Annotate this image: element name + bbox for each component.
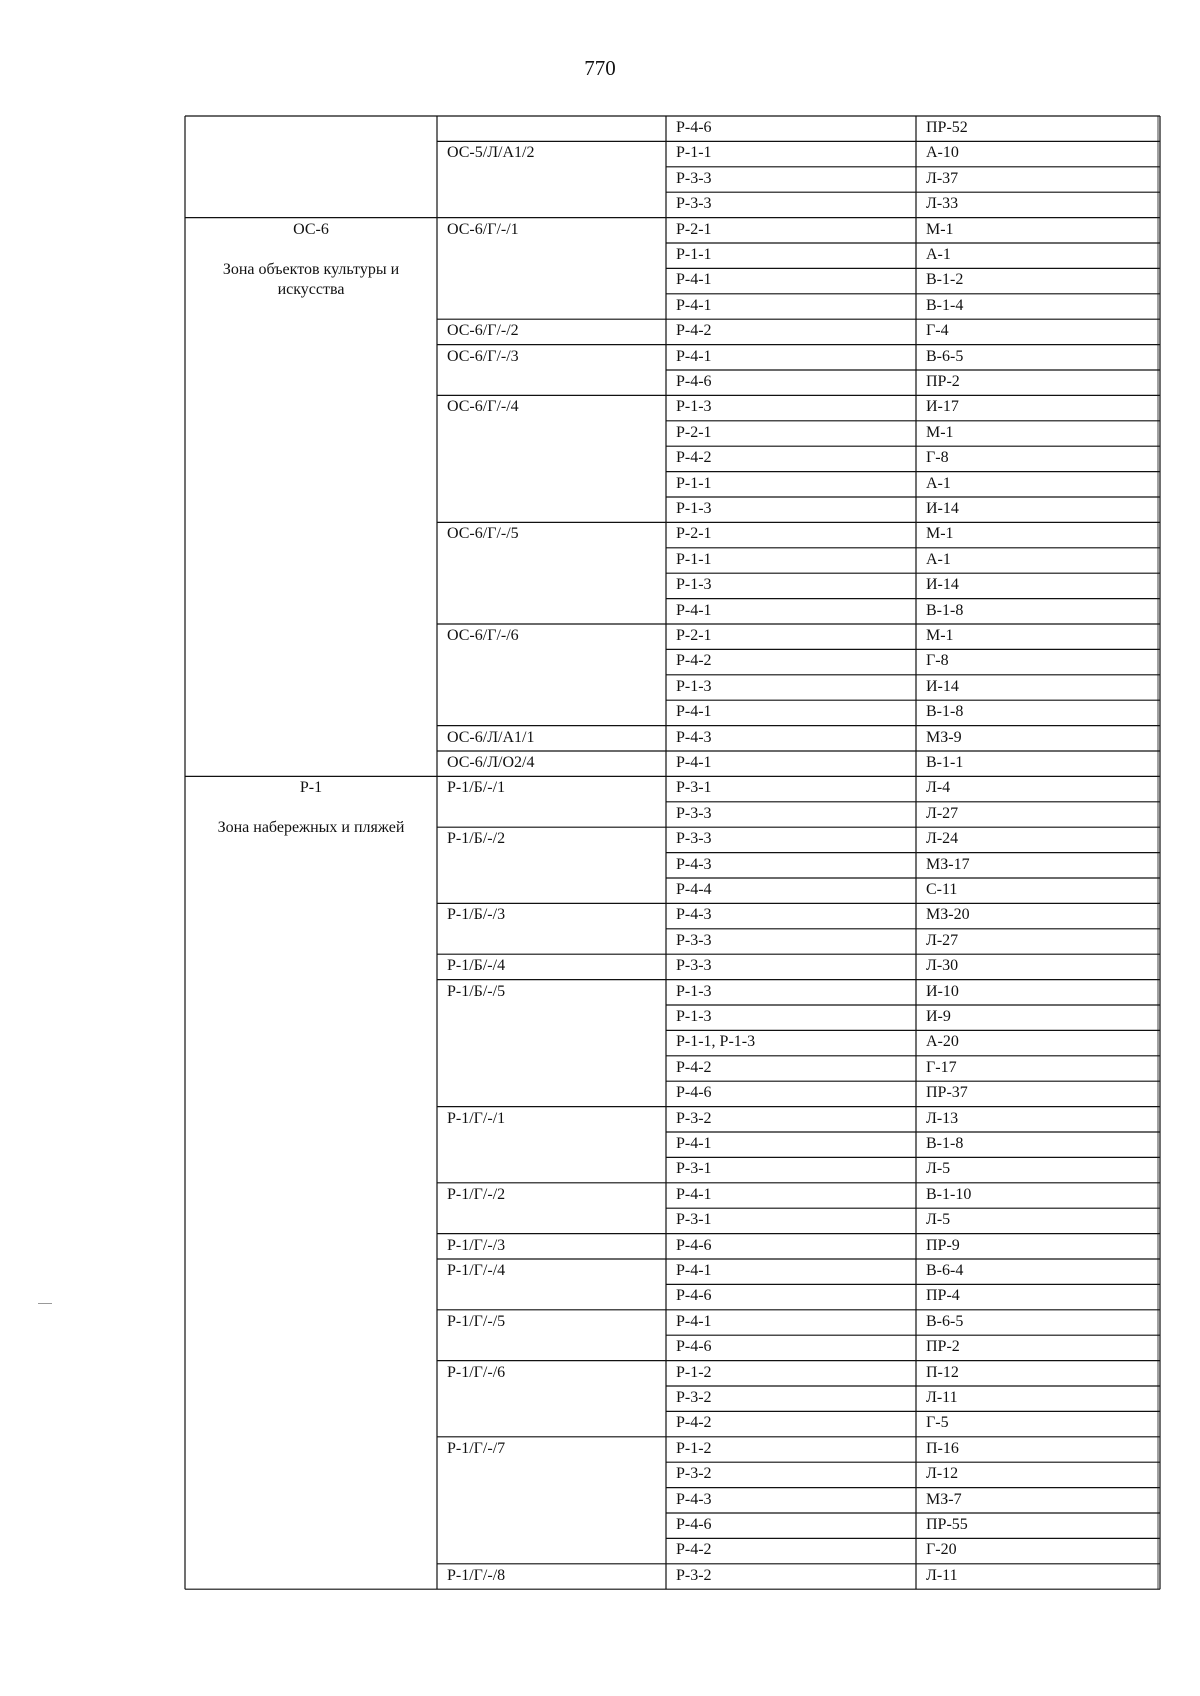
object-code: Л-27 <box>926 804 959 822</box>
object-code: П-12 <box>926 1363 959 1381</box>
regulation-code: Р-4-3 <box>676 728 712 746</box>
object-code: М-1 <box>926 423 954 441</box>
scan-artifact-mark <box>38 1303 52 1304</box>
subzone-code: Р-1/Г/-/5 <box>447 1312 506 1330</box>
regulation-code: Р-4-2 <box>676 1414 712 1432</box>
object-code: Л-30 <box>926 957 959 975</box>
object-code: Л-5 <box>926 1211 951 1229</box>
regulation-code: Р-4-3 <box>676 855 712 873</box>
regulation-code: Р-4-4 <box>676 881 712 898</box>
regulation-code: Р-4-1 <box>676 703 712 721</box>
object-code: Л-12 <box>926 1465 959 1483</box>
object-code: А-10 <box>926 144 959 162</box>
regulation-code: Р-1-1 <box>676 144 712 162</box>
regulation-code: Р-4-1 <box>676 347 712 365</box>
regulation-code: Р-1-3 <box>676 576 712 594</box>
page-number: 770 <box>584 56 616 80</box>
object-code: Л-27 <box>926 931 959 949</box>
object-code: Л-13 <box>926 1109 959 1127</box>
regulation-code: Р-4-6 <box>676 1338 712 1356</box>
object-code: В-1-8 <box>926 1135 964 1152</box>
subzone-code: ОС-6/Г/-/2 <box>447 322 519 340</box>
regulation-code: Р-1-1 <box>676 550 712 568</box>
object-code: И-14 <box>926 677 959 695</box>
subzone-code: ОС-6/Г/-/3 <box>447 347 519 365</box>
regulation-code: Р-4-3 <box>676 1490 712 1508</box>
object-code: И-17 <box>926 398 959 416</box>
zone-name: Зона набережных и пляжей <box>217 819 405 837</box>
regulation-code: Р-4-6 <box>676 1236 712 1254</box>
regulation-code: Р-4-6 <box>676 1516 712 1533</box>
regulation-code: Р-4-1 <box>676 1312 712 1330</box>
object-code: ПР-9 <box>926 1236 960 1254</box>
regulation-code: Р-4-2 <box>676 652 712 670</box>
object-code: В-1-2 <box>926 271 964 289</box>
regulation-code: Р-2-1 <box>676 423 712 441</box>
regulation-code: Р-1-1 <box>676 246 712 263</box>
object-code: Г-5 <box>926 1414 949 1432</box>
regulation-code: Р-1-3 <box>676 1008 712 1025</box>
regulation-code: Р-3-2 <box>676 1566 712 1584</box>
object-code: Л-11 <box>926 1566 958 1584</box>
object-code: Л-24 <box>926 830 959 848</box>
object-code: МЗ-9 <box>926 728 962 746</box>
object-code: Л-5 <box>926 1160 951 1178</box>
object-code: И-9 <box>926 1008 951 1025</box>
regulation-code: Р-4-6 <box>676 1287 712 1305</box>
zone-code: Р-1 <box>299 779 323 797</box>
subzone-code: Р-1/Б/-/1 <box>447 779 506 797</box>
subzone-code: Р-1/Б/-/2 <box>447 830 506 848</box>
object-code: А-1 <box>926 550 951 568</box>
object-code: Л-11 <box>926 1389 958 1406</box>
object-code: В-1-8 <box>926 703 964 721</box>
object-code: В-1-8 <box>926 601 964 619</box>
regulation-code: Р-3-3 <box>676 931 712 949</box>
regulation-code: Р-1-1, Р-1-3 <box>676 1033 756 1051</box>
regulation-code: Р-4-3 <box>676 906 712 924</box>
object-code: МЗ-20 <box>926 906 970 924</box>
subzone-code: Р-1/Б/-/3 <box>447 906 506 924</box>
object-code: Г-8 <box>926 652 949 670</box>
object-code: С-11 <box>926 881 958 898</box>
regulation-code: Р-4-1 <box>676 296 712 314</box>
object-code: А-20 <box>926 1033 959 1051</box>
object-code: МЗ-7 <box>926 1490 962 1508</box>
object-code: Л-4 <box>926 779 951 797</box>
regulation-code: Р-4-1 <box>676 601 712 619</box>
object-code: В-1-1 <box>926 754 964 771</box>
subzone-code: ОС-6/Г/-/4 <box>447 398 519 416</box>
object-code: В-6-4 <box>926 1262 964 1279</box>
regulation-code: Р-3-2 <box>676 1465 712 1483</box>
regulation-code: Р-2-1 <box>676 627 712 644</box>
regulation-code: Р-4-1 <box>676 1135 712 1152</box>
object-code: Г-20 <box>926 1541 957 1559</box>
object-code: П-16 <box>926 1439 959 1457</box>
regulation-code: Р-1-2 <box>676 1363 712 1381</box>
regulation-code: Р-3-3 <box>676 169 712 187</box>
regulation-code: Р-4-2 <box>676 1541 712 1559</box>
subzone-code: Р-1/Г/-/1 <box>447 1109 506 1127</box>
regulation-code: Р-4-1 <box>676 1262 712 1279</box>
object-code: Г-17 <box>926 1058 957 1076</box>
object-code: В-6-5 <box>926 1312 964 1330</box>
subzone-code: ОС-6/Л/А1/1 <box>447 728 535 746</box>
regulation-code: Р-1-2 <box>676 1439 712 1457</box>
regulation-code: Р-3-2 <box>676 1109 712 1127</box>
subzone-code: ОС-6/Г/-/6 <box>447 627 519 644</box>
regulation-code: Р-2-1 <box>676 220 712 238</box>
object-code: ПР-52 <box>926 119 968 136</box>
regulation-code: Р-2-1 <box>676 525 712 543</box>
regulation-code: Р-3-3 <box>676 957 712 975</box>
subzone-code: Р-1/Г/-/4 <box>447 1262 506 1279</box>
object-code: ПР-2 <box>926 373 960 390</box>
subzone-code: ОС-6/Г/-/1 <box>447 220 519 238</box>
regulation-code: Р-1-1 <box>676 474 712 492</box>
regulation-code: Р-3-2 <box>676 1389 712 1406</box>
regulation-code: Р-4-1 <box>676 271 712 289</box>
subzone-code: Р-1/Г/-/8 <box>447 1566 506 1584</box>
object-code: И-10 <box>926 982 959 1000</box>
regulation-code: Р-4-6 <box>676 119 712 136</box>
subzone-code: Р-1/Г/-/7 <box>447 1439 506 1457</box>
regulation-code: Р-4-2 <box>676 1058 712 1076</box>
regulation-code: Р-1-3 <box>676 398 712 416</box>
object-code: М-1 <box>926 627 954 644</box>
regulation-code: Р-3-1 <box>676 1211 712 1229</box>
object-code: Г-4 <box>926 322 949 340</box>
object-code: ПР-2 <box>926 1338 960 1356</box>
object-code: М-1 <box>926 220 954 238</box>
regulation-code: Р-3-1 <box>676 779 712 797</box>
regulation-code: Р-1-3 <box>676 677 712 695</box>
object-code: В-1-4 <box>926 296 964 314</box>
regulation-code: Р-1-3 <box>676 982 712 1000</box>
regulation-code: Р-1-3 <box>676 500 712 517</box>
object-code: А-1 <box>926 246 951 263</box>
regulation-code: Р-3-3 <box>676 195 712 213</box>
regulation-code: Р-3-3 <box>676 804 712 822</box>
subzone-code: Р-1/Г/-/3 <box>447 1236 506 1254</box>
regulation-code: Р-3-3 <box>676 830 712 848</box>
object-code: В-1-10 <box>926 1185 972 1203</box>
subzone-code: Р-1/Б/-/5 <box>447 982 506 1000</box>
subzone-code: ОС-6/Л/О2/4 <box>447 754 535 771</box>
object-code: И-14 <box>926 576 959 594</box>
regulation-code: Р-4-1 <box>676 1185 712 1203</box>
object-code: В-6-5 <box>926 347 964 365</box>
subzone-code: Р-1/Г/-/6 <box>447 1363 506 1381</box>
subzone-code: ОС-5/Л/А1/2 <box>447 144 535 162</box>
regulation-code: Р-4-1 <box>676 754 712 771</box>
zone-code: ОС-6 <box>293 220 329 238</box>
object-code: ПР-55 <box>926 1516 968 1533</box>
zone-name: Зона объектов культуры и искусства <box>222 260 400 298</box>
subzone-code: ОС-6/Г/-/5 <box>447 525 519 543</box>
object-code: М-1 <box>926 525 954 543</box>
regulation-code: Р-4-6 <box>676 373 712 390</box>
regulation-code: Р-4-2 <box>676 322 712 340</box>
object-code: МЗ-17 <box>926 855 970 873</box>
object-code: ПР-37 <box>926 1084 968 1102</box>
object-code: ПР-4 <box>926 1287 960 1305</box>
subzone-code: Р-1/Г/-/2 <box>447 1185 506 1203</box>
object-code: Г-8 <box>926 449 949 467</box>
object-code: Л-37 <box>926 169 959 187</box>
regulation-code: Р-4-6 <box>676 1084 712 1102</box>
object-code: Л-33 <box>926 195 959 213</box>
object-code: А-1 <box>926 474 951 492</box>
subzone-code: Р-1/Б/-/4 <box>447 957 506 975</box>
object-code: И-14 <box>926 500 959 517</box>
regulation-code: Р-3-1 <box>676 1160 712 1178</box>
regulation-code: Р-4-2 <box>676 449 712 467</box>
